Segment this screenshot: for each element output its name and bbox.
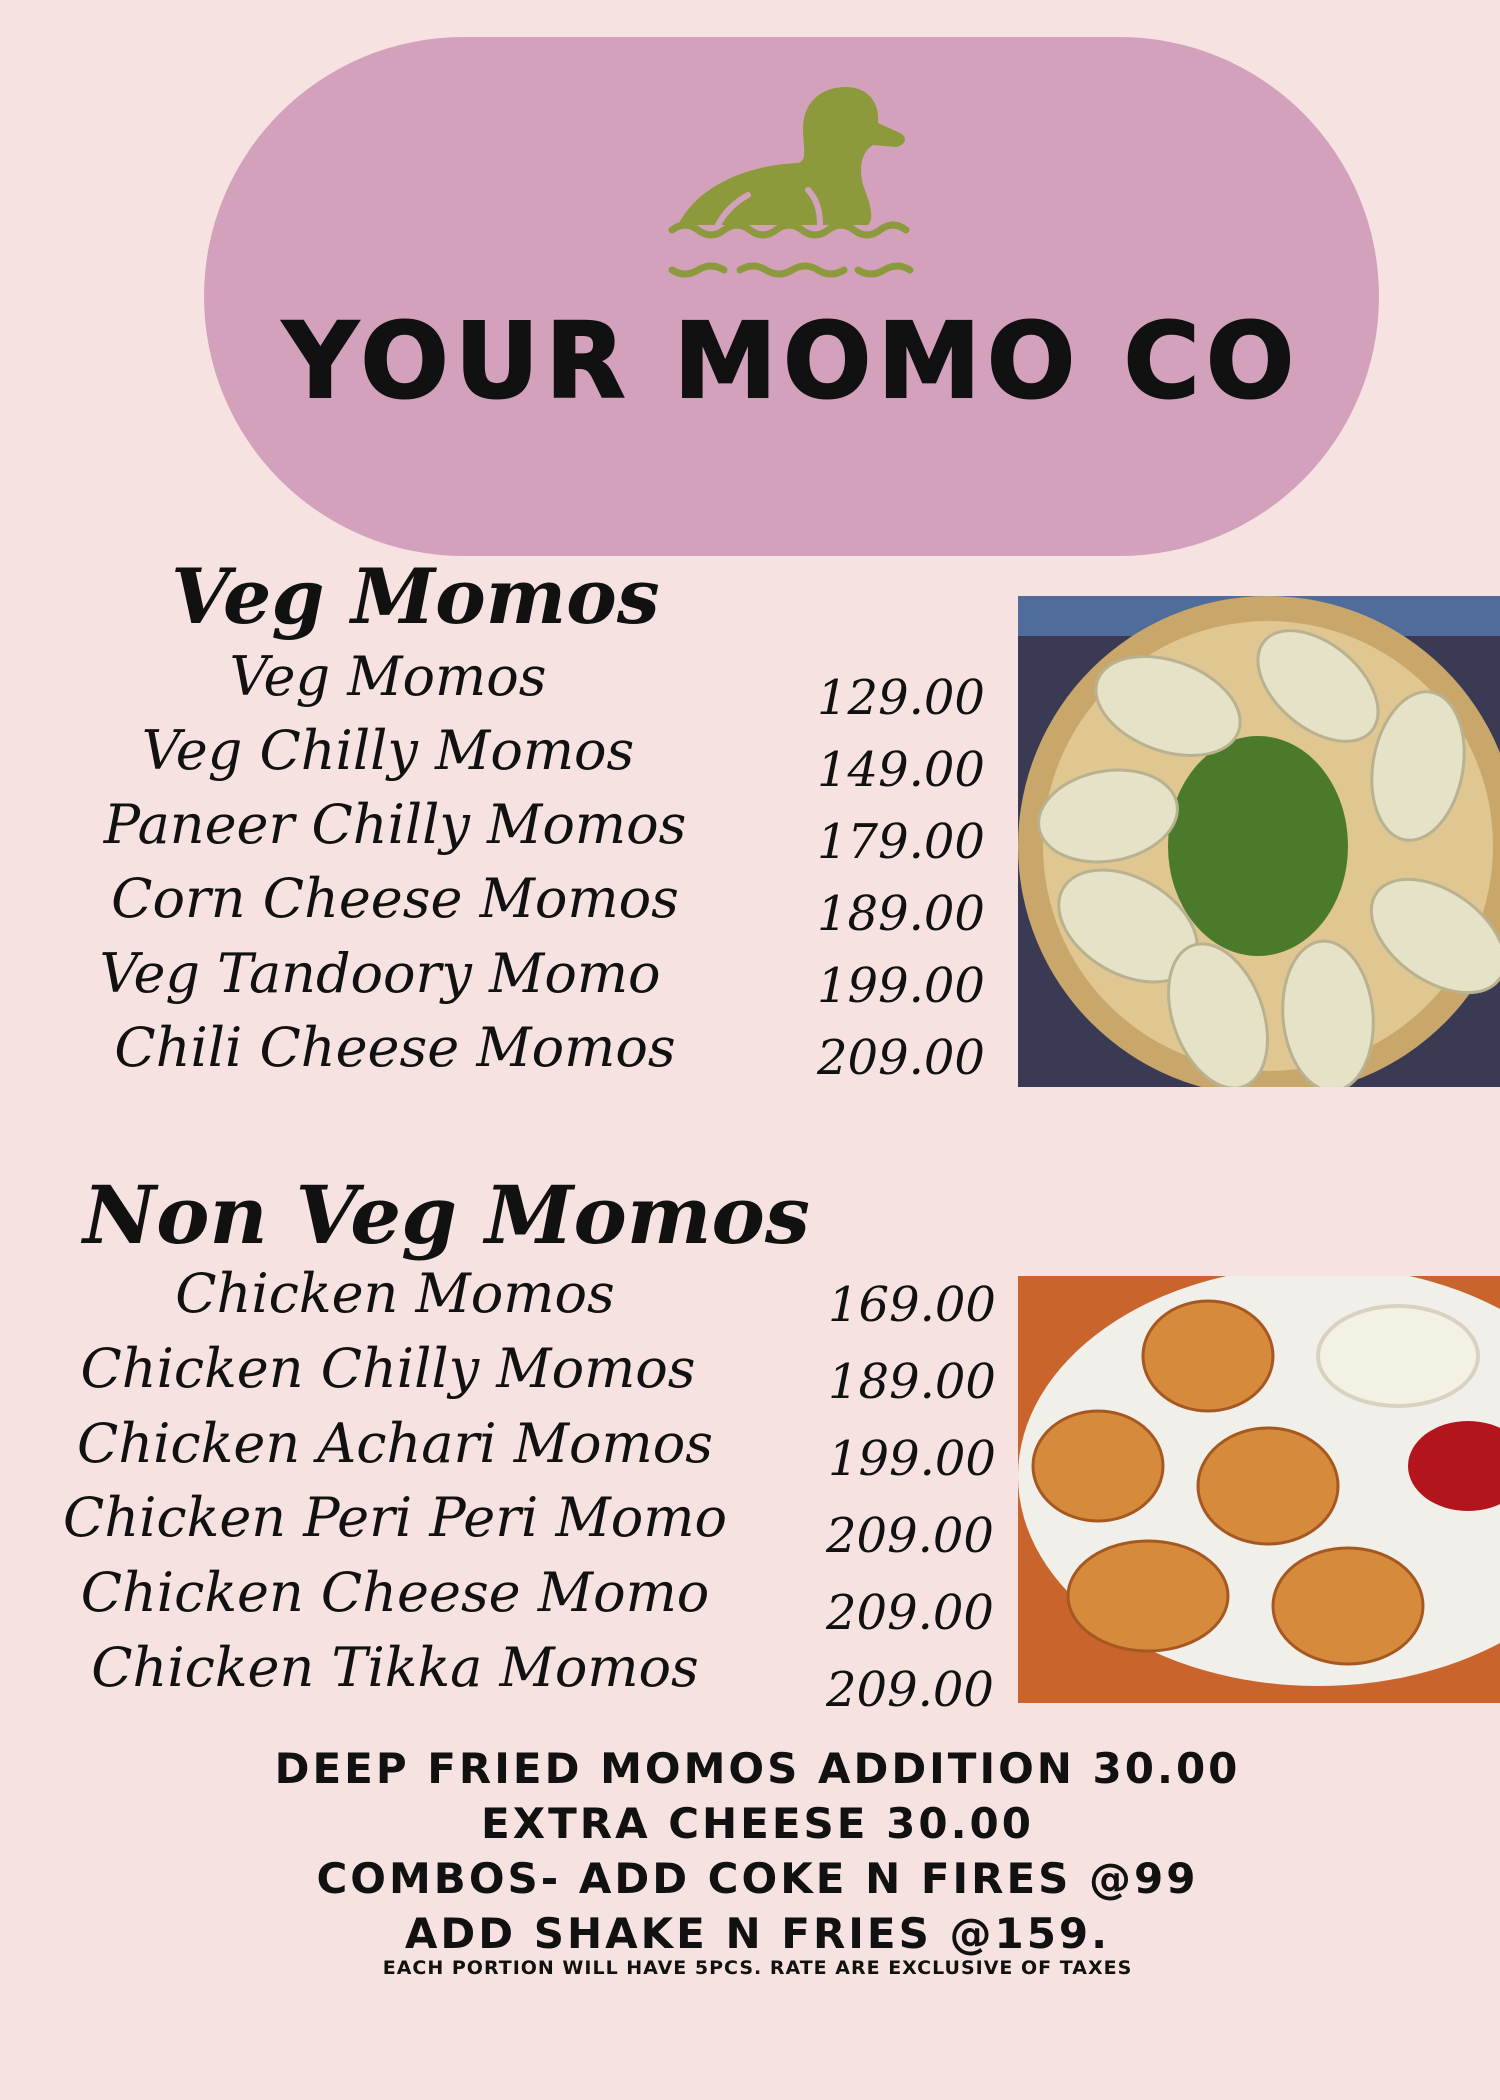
footer-note-extra-cheese: EXTRA CHEESE 30.00	[481, 1799, 1034, 1848]
footer-note-combo-coke: COMBOS- ADD COKE N FIRES @99	[316, 1854, 1199, 1903]
veg-section-title: Veg Momos	[171, 552, 660, 641]
menu-item-name: Veg Tandoory Momo	[99, 942, 661, 1005]
menu-item-name: Chicken Cheese Momo	[80, 1561, 710, 1624]
menu-item-name: Paneer Chilly Momos	[103, 793, 687, 856]
menu-item-price: 209.00	[826, 1662, 994, 1718]
footer-disclaimer: EACH PORTION WILL HAVE 5PCS. RATE ARE EXCLUSIVE OF TAXES	[382, 1957, 1133, 1979]
footer-note-deep-fried: DEEP FRIED MOMOS ADDITION 30.00	[274, 1744, 1241, 1793]
veg-momos-photo	[1018, 596, 1500, 1087]
menu-item-name: Chicken Tikka Momos	[91, 1636, 699, 1699]
duck-logo-icon	[668, 85, 914, 290]
menu-item-price: 209.00	[817, 1030, 985, 1086]
menu-item-price: 209.00	[826, 1585, 994, 1641]
menu-item-price: 189.00	[828, 1354, 996, 1410]
menu-item-price: 179.00	[817, 814, 985, 870]
menu-item-price: 189.00	[817, 886, 985, 942]
menu-item-name: Chicken Momos	[175, 1262, 615, 1325]
menu-item-name: Chicken Chilly Momos	[80, 1337, 696, 1400]
menu-item-name: Chili Cheese Momos	[114, 1016, 676, 1079]
menu-item-price: 149.00	[817, 742, 985, 798]
menu-item-name: Chicken Peri Peri Momo	[63, 1486, 727, 1549]
nonveg-section-title: Non Veg Momos	[83, 1168, 810, 1262]
menu-item-price: 209.00	[826, 1508, 994, 1564]
menu-item-name: Veg Momos	[229, 645, 547, 708]
menu-item-price: 199.00	[817, 958, 985, 1014]
menu-item-name: Corn Cheese Momos	[111, 867, 679, 930]
menu-item-price: 199.00	[828, 1431, 996, 1487]
menu-item-price: 169.00	[828, 1277, 996, 1333]
brand-name: YOUR MOMO CO	[282, 300, 1301, 422]
menu-item-price: 129.00	[817, 670, 985, 726]
footer-note-combo-shake: ADD SHAKE N FRIES @159.	[404, 1909, 1111, 1958]
nonveg-momos-photo	[1018, 1276, 1500, 1703]
menu-item-name: Chicken Achari Momos	[77, 1412, 713, 1475]
menu-item-name: Veg Chilly Momos	[141, 719, 635, 782]
